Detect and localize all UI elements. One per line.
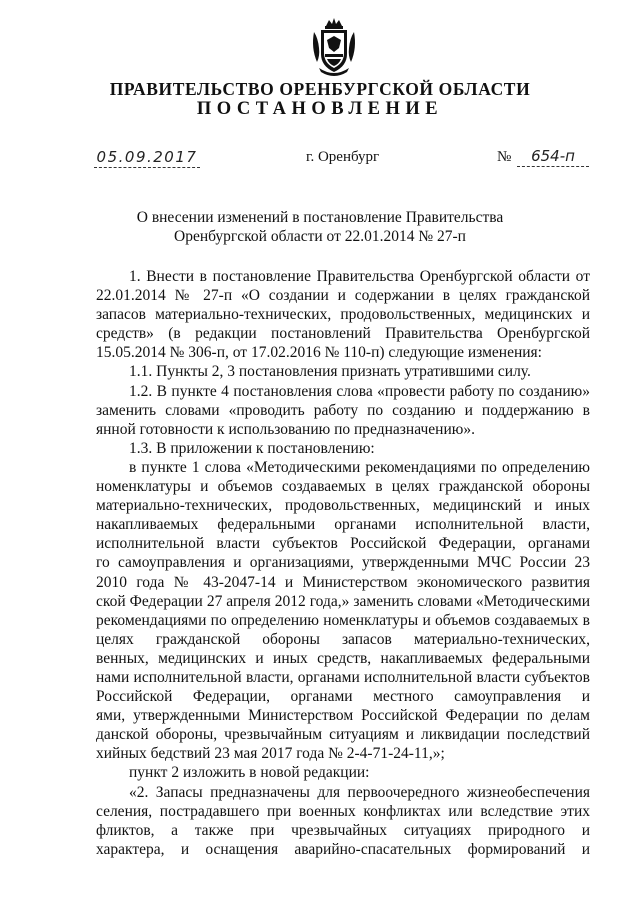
document-number: 654-п <box>517 147 589 167</box>
document-subject <box>0 208 640 246</box>
document-city: г. Оренбург <box>306 149 380 165</box>
body-line: пункт 2 изложить в новой редакции: <box>129 764 370 782</box>
body-line: целях гражданской обороны запасов материально-технических, <box>96 630 590 648</box>
government-title: ПРАВИТЕЛЬСТВО ОРЕНБУРГСКОЙ ОБЛАСТИ <box>109 79 531 99</box>
body-line: ской Федерации 27 апреля 2012 года,» заменить словами «Методическими <box>96 592 590 610</box>
body-line: исполнительной власти субъектов Российской Федерации, органами <box>96 535 590 553</box>
document-body <box>96 267 590 859</box>
body-line: в пункте 1 слова «Методическими рекомендациями по определению <box>129 458 590 476</box>
subject-line: Оренбургской области от 22.01.2014 № 27-п <box>174 228 466 245</box>
document-number-label: № <box>497 149 512 165</box>
body-line: 1. Внести в постановление Правительства Оренбургской области от <box>129 268 590 285</box>
document-type-heading: ПОСТАНОВЛЕНИЕ <box>196 99 444 119</box>
body-line: характера, и оснащения аварийно-спасательных формирований и <box>96 840 590 858</box>
orenburg-coat-of-arms-icon <box>311 18 357 76</box>
body-line: 1.3. В приложении к постановлению: <box>129 439 375 457</box>
body-line: средств» (в редакции постановлений Правительства Оренбургской <box>96 325 590 343</box>
body-line: нами исполнительной власти, органами исполнительной власти субъектов <box>96 668 590 686</box>
body-line: го самоуправления и организациями, утвержденными МЧС России 23 <box>96 554 590 572</box>
body-line: Российской Федерации, органами местного самоуправления и <box>96 688 590 706</box>
body-line: рекомендациями по определению номенклатуры и объемов создаваемых в <box>96 611 590 629</box>
body-line: накапливаемых федеральными органами исполнительной власти, <box>96 516 590 534</box>
body-line: венных, медицинских и иных средств, накапливаемых федеральными <box>96 649 590 667</box>
body-line: номенклатуры и объемов создаваемых в целях гражданской обороны <box>96 478 590 496</box>
body-line: «2. Запасы предназначены для первоочередного жизнеобеспечения <box>129 783 590 801</box>
body-line: материально-технических, продовольственных, медицинский и иных <box>96 497 590 515</box>
body-line: 2010 года № 43-2047-14 и Министерством экономического развития <box>96 573 590 591</box>
body-line: 22.01.2014 № 27-п «О создании и содержании в целях гражданской <box>96 287 590 305</box>
body-line: запасов материально-технических, продовольственных, медицинских и <box>96 306 590 324</box>
document-date: 05.09.2017 <box>94 148 200 168</box>
body-line: 1.1. Пункты 2, 3 постановления признать утратившими силу. <box>129 363 531 381</box>
body-line: 1.2. В пункте 4 постановления слова «провести работу по созданию» <box>129 382 590 400</box>
body-line: хийных бедствий 23 мая 2017 года № 2-4-71-24-11,»; <box>96 745 445 763</box>
body-line: данской обороны, чрезвычайным ситуациям и ликвидации последствий <box>96 726 590 744</box>
body-line: 15.05.2014 № 306-п, от 17.02.2016 № 110-п) следующие изменения: <box>96 344 542 362</box>
subject-line: О внесении изменений в постановление Правительства <box>136 209 504 226</box>
body-line: заменить словами «проводить работу по созданию и поддержанию в <box>96 401 590 419</box>
body-line: селения, пострадавшего при военных конфликтах или вследствие этих <box>96 802 590 820</box>
body-line: ями, утвержденными Министерством Российской Федерации по делам <box>96 707 590 725</box>
body-line: фликтов, а также при чрезвычайных ситуациях природного и <box>96 821 590 839</box>
body-line: янной готовности к использованию по предназначению». <box>96 420 475 438</box>
